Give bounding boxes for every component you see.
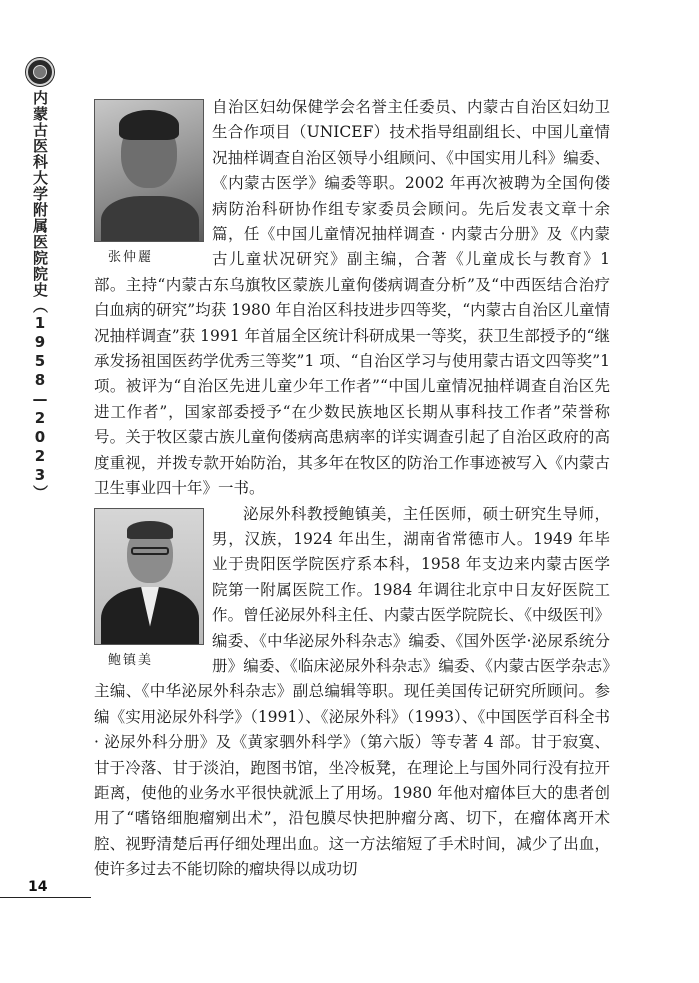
footer-divider bbox=[0, 897, 91, 898]
portrait-photo bbox=[94, 508, 204, 645]
portrait-caption: 鲍镇美 bbox=[108, 652, 154, 668]
university-logo-icon bbox=[26, 58, 54, 86]
book-title: 内蒙古医科大学附属医院院史（1958—2023） bbox=[31, 90, 49, 501]
portrait-bao bbox=[94, 508, 204, 669]
page-number: 14 bbox=[28, 879, 48, 895]
page-sidebar bbox=[0, 0, 74, 983]
page-content bbox=[94, 95, 610, 883]
portrait-caption: 张仲麗 bbox=[108, 250, 154, 265]
portrait-photo bbox=[94, 99, 204, 242]
biography-paragraph: 泌尿外科教授鲍镇美，主任医师，硕士研究生导师，男，汉族，1924 年出生，湖南省常德市人。1949 年毕业于贵阳医学院医疗系本科，1958 年支边来内蒙古医学院第一附属医院工作。1984 年调往北京中日友好医院工作。曾任泌尿外科主任、内蒙古医学院院长、《中级医刊》编委、《中华泌尿外科杂志》编委、《国外医学·泌尿系统分册》编委、《临床泌尿外科杂志》编委、《内蒙古医学杂志》主编、《中华泌尿外科杂志》副总编辑等职。现任美国传记研究所顾问。参编《实用泌尿外科学》（1991）、《泌尿外科》（1993）、《中国医学百科全书 · 泌尿外科分册》及《黄家驷外科学》（第六版）等专著 4 部。甘于寂寞、甘于冷落、甘于淡泊，跑图书馆，坐冷板凳，在理论上与国外同行没有拉开距离，使他的业务水平很快就派上了用场。1980 年他对瘤体巨大的患者创用了“嗜铬细胞瘤剜出术”，沿包膜尽快把肿瘤分离、切下，在瘤体离开术腔、视野清楚后再仔细处理出血。这一方法缩短了手术时间，减少了出血，使许多过去不能切除的瘤块得以成功切 bbox=[94, 504, 610, 879]
portrait-zhang bbox=[94, 99, 204, 266]
biography-paragraph: 自治区妇幼保健学会名誉主任委员、内蒙古自治区妇幼卫生合作项目（UNICEF）技术指导组副组长、中国儿童情况抽样调查自治区领导小组顾问、《中国实用儿科》编委、《内蒙古医学》编委等职。2002 年再次被聘为全国佝偻病防治科研协作组专家委员会顾问。先后发表文章十余篇，任《中国儿童情况抽样调查 · 内蒙古分册》及《内蒙古儿童状况研究》副主编，合著《儿童成长与教育》1 部。主持“内蒙古东乌旗牧区蒙族儿童佝偻病调查分析”及“中西医结合治疗白血病的研究”均获 1980 年自治区科技进步四等奖，“内蒙古自治区儿童情况抽样调查”获 1991 年首届全区统计科研成果一等奖，获卫生部授予的“继承发扬祖国医药学优秀三等奖”1 项、“自治区学习与使用蒙古语文四等奖”1 项。被评为“自治区先进儿童少年工作者”“中国儿童情况抽样调查自治区先进工作者”，国家部委授予“在少数民族地区长期从事科技工作者”荣誉称号。关于牧区蒙古族儿童佝偻病高患病率的详实调查引起了自治区政府的高度重视，并拨专款开始防治，其多年在牧区的防治工作事迹被写入《内蒙古卫生事业四十年》一书。 bbox=[94, 98, 610, 498]
